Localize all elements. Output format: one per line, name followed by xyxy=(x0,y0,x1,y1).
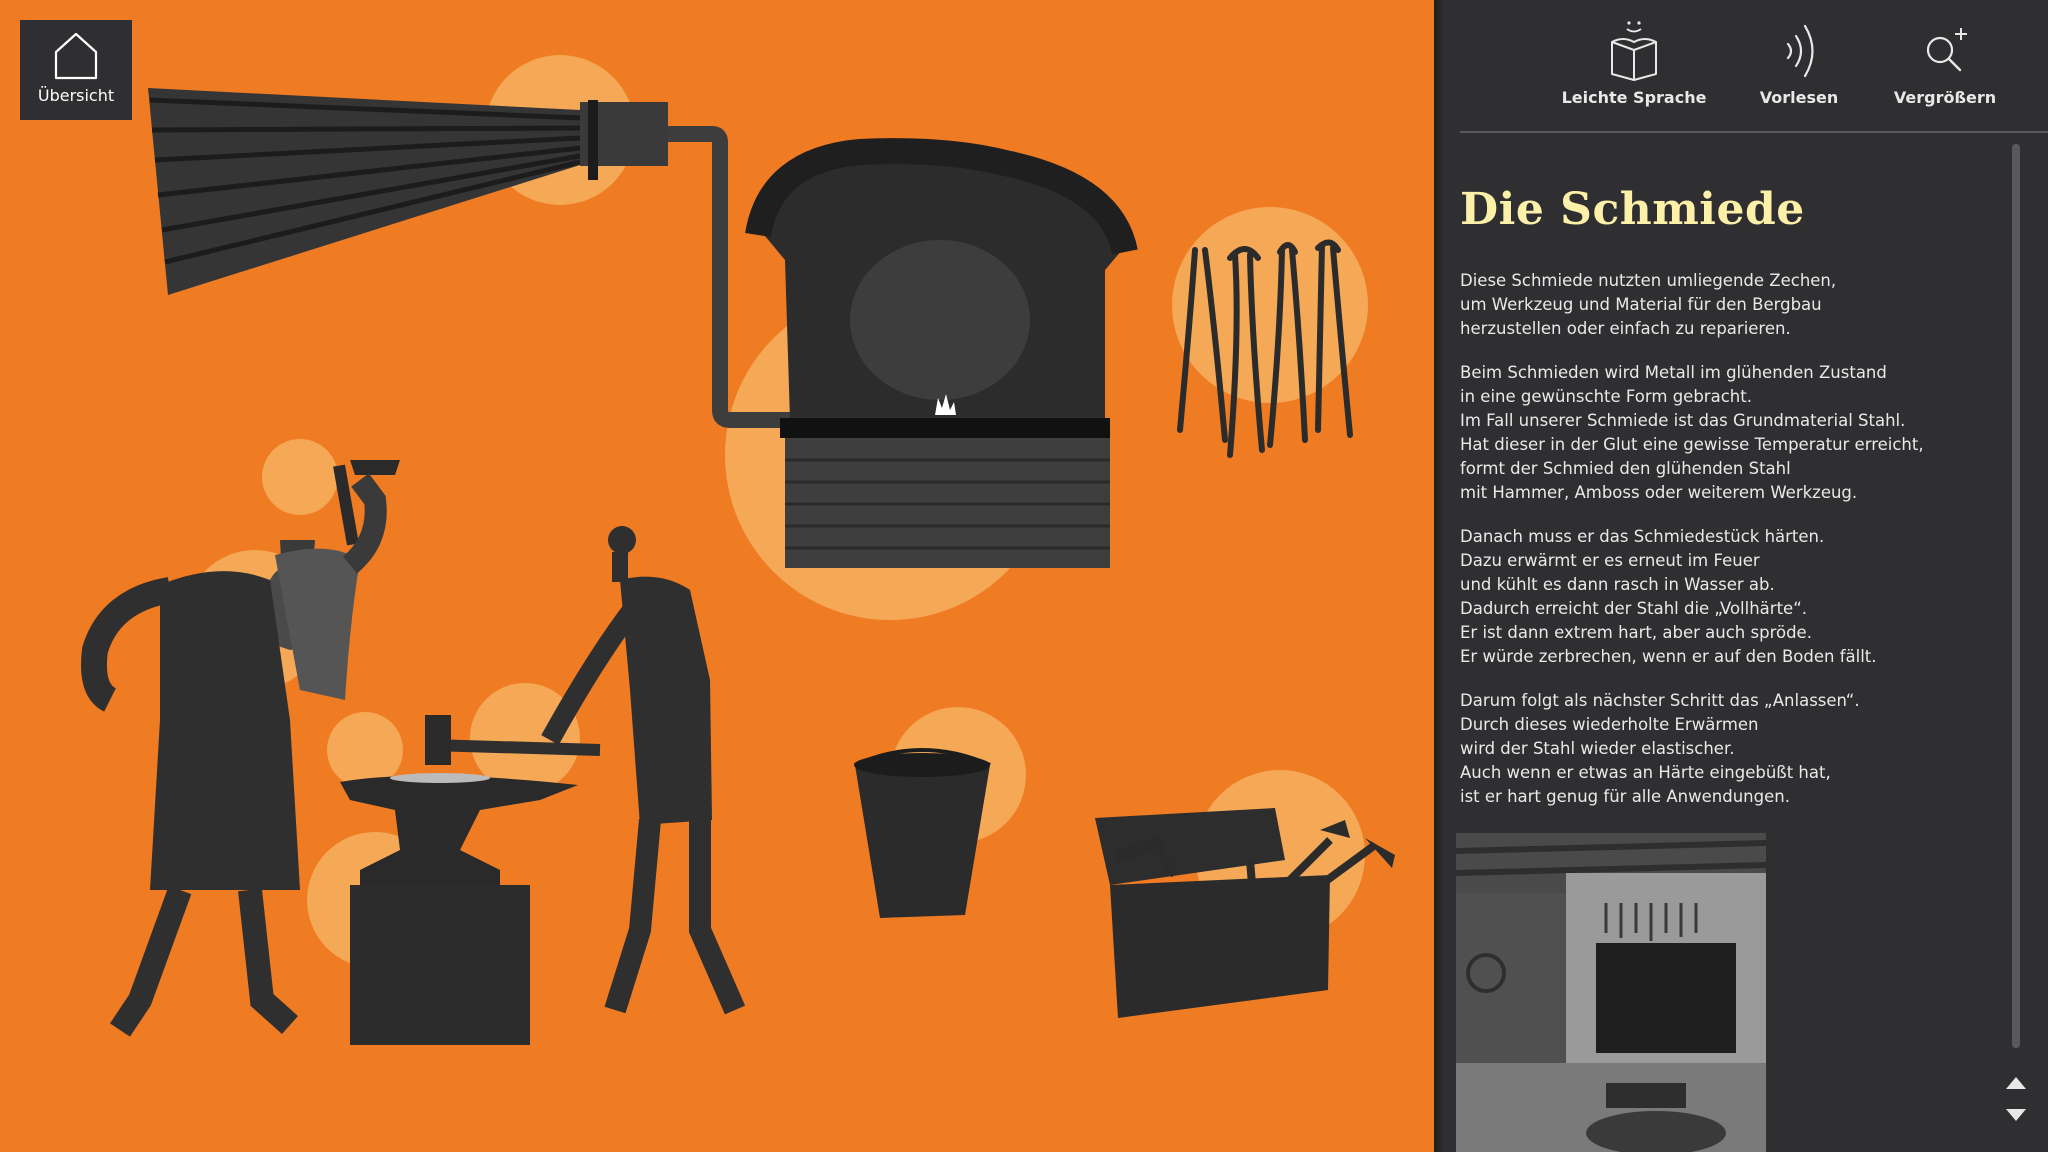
text-line: Dazu erwärmt er es erneut im Feuer xyxy=(1460,551,1760,570)
text-line: Im Fall unserer Schmiede ist das Grundmaterial Stahl. xyxy=(1460,411,1906,430)
text-line: Auch wenn er etwas an Härte eingebüßt hat, xyxy=(1460,763,1831,782)
text-line: formt der Schmied den glühenden Stahl xyxy=(1460,459,1791,478)
forge-icon xyxy=(758,151,1125,568)
text-line: Darum folgt als nächster Schritt das „Anlassen“. xyxy=(1460,691,1860,710)
read-aloud-button[interactable] xyxy=(1724,18,1874,107)
scrollbar-thumb[interactable] xyxy=(2012,144,2020,1048)
article-title: Die Schmiede xyxy=(1460,184,1805,235)
bellows-icon xyxy=(148,88,790,420)
text-line: Dadurch erreicht der Stahl die „Vollhärte“. xyxy=(1460,599,1807,618)
scroll-down-arrow-icon[interactable] xyxy=(2005,1108,2027,1122)
home-button[interactable] xyxy=(20,20,132,120)
text-line: Hat dieser in der Glut eine gewisse Temperatur erreicht, xyxy=(1460,435,1924,454)
article-paragraph xyxy=(1460,269,2020,341)
text-line: Durch dieses wiederholte Erwärmen xyxy=(1460,715,1759,734)
text-line: und kühlt es dann rasch in Wasser ab. xyxy=(1460,575,1775,594)
magnifier-plus-icon xyxy=(1918,18,1972,82)
easy-language-label: Leichte Sprache xyxy=(1561,88,1707,107)
sound-waves-icon xyxy=(1772,18,1826,82)
accessibility-toolbar xyxy=(1434,0,2048,130)
text-line: herzustellen oder einfach zu reparieren. xyxy=(1460,319,1791,338)
text-line: Danach muss er das Schmiedestück härten. xyxy=(1460,527,1825,546)
text-line: in eine gewünschte Form gebracht. xyxy=(1460,387,1752,406)
bucket-icon xyxy=(854,750,990,918)
house-icon xyxy=(52,30,100,82)
article-paragraph xyxy=(1460,361,2020,505)
zoom-label: Vergrößern xyxy=(1893,88,1997,107)
toolbar-divider xyxy=(1460,131,2048,133)
scroll-up-arrow-icon[interactable] xyxy=(2005,1076,2027,1090)
historic-forge-photo xyxy=(1456,833,1766,1152)
text-line: Er ist dann extrem hart, aber auch spröde. xyxy=(1460,623,1812,642)
easy-language-book-icon xyxy=(1607,18,1661,82)
article-paragraph xyxy=(1460,689,2020,809)
article-content xyxy=(1460,150,2020,809)
text-line: um Werkzeug und Material für den Bergbau xyxy=(1460,295,1822,314)
text-line: Er würde zerbrechen, wenn er auf den Boden fällt. xyxy=(1460,647,1877,666)
text-line: Beim Schmieden wird Metall im glühenden Zustand xyxy=(1460,363,1887,382)
text-line: Diese Schmiede nutzten umliegende Zechen, xyxy=(1460,271,1837,290)
forge-photo-image xyxy=(1456,833,1766,1152)
home-button-label: Übersicht xyxy=(37,86,115,105)
easy-language-button[interactable] xyxy=(1559,18,1709,107)
article-paragraph xyxy=(1460,525,2020,669)
scrollbar-track[interactable] xyxy=(2012,144,2020,1048)
text-line: ist er hart genug für alle Anwendungen. xyxy=(1460,787,1790,806)
read-aloud-label: Vorlesen xyxy=(1759,88,1839,107)
text-line: mit Hammer, Amboss oder weiterem Werkzeug. xyxy=(1460,483,1858,502)
zoom-button[interactable] xyxy=(1870,18,2020,107)
text-line: wird der Stahl wieder elastischer. xyxy=(1460,739,1735,758)
anvil-icon xyxy=(340,773,578,1045)
